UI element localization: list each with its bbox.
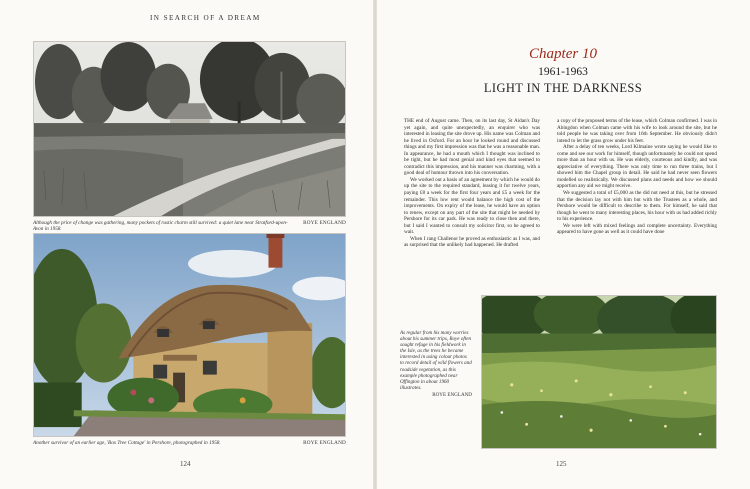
body-column-left bbox=[404, 118, 540, 249]
gutter bbox=[373, 0, 377, 489]
paragraph: a copy of the proposed terms of the lease, which Colman confirmed. I was in Abingdon when Colman came with his wife to look around the site, but he told people he was taking over from 16th September. He obviously didn't intend to let the grass grow under his feet. bbox=[557, 118, 717, 144]
body-column-right bbox=[557, 118, 717, 236]
caption-credit: ROYE ENGLAND bbox=[432, 391, 472, 398]
caption-text: Another survivor of an earlier age, 'Box Tree Cottage' in Pershore, photographed in 1958. bbox=[33, 440, 221, 446]
paragraph: We worked out a basis of an agreement by which he would do up the site to the required standard, leasing it for twelve years, paying £8 a week for the first four years and £5 a week for the remainder. This low rent would balance the high cost of the improvements. On expiry of the lease, he would have an option to renew, except on any part of the site that might be needed by Pershore for its car park. He was ready to close then and there, but I said I wanted to consult my solicitor first, so he agreed to wait. bbox=[404, 176, 540, 236]
chapter-label: Chapter 10 bbox=[529, 46, 597, 62]
chapter-years: 1961-1963 bbox=[538, 66, 588, 78]
photo-meadow bbox=[481, 295, 717, 449]
page-number-right: 125 bbox=[556, 460, 567, 468]
paragraph: We were left with mixed feelings and complete uncertainty. Everything appeared to have gone as well as it could have done bbox=[557, 222, 717, 236]
page-number-left: 124 bbox=[180, 460, 191, 468]
caption-text: As regular from his many worries about his summer trips, Roye often sought refuge in his fieldwork in the Isle, as the trees he became interested in using colour photos to record detail of wild flowers and roadside vegetation, as this example photographed near Offington in about 1960 illustrates. bbox=[400, 330, 472, 391]
caption-credit: ROYE ENGLAND bbox=[303, 440, 346, 446]
chapter-title: LIGHT IN THE DARKNESS bbox=[483, 81, 643, 95]
caption-top-photo bbox=[33, 220, 346, 232]
paragraph: THE end of August came. Then, on its last day, St Aidan's Day yet again, and quite unexpectedly, an enquirer who was interested in leasing the site drove up. His name was Colman and he lived in Oxford. For an hour he looked round and discussed things and my first impression was that he was a reasonable man. In appearance, he had a mouth which I thought was inclined to be tight, but he had most genial and kind eyes that seemed to contradict this impression, and his manner was charming, with a good deal of humour thrown into his conversation. bbox=[404, 118, 540, 177]
paragraph: We suggested a total of £5,000 as the did not need at this, but he stressed that the decision lay not with him but with the Trustees as a whole, and Pershore would be difficult to describe to them. For himself, he said that though he went to many interesting places, his hour with us had added richly to his experience. bbox=[557, 190, 717, 223]
paragraph: After a delay of ten weeks, Lord Kilmaine wrote saying he would like to come and see our work for himself, though unfortunately he could not spend more than an hour with us. He was elderly, courteous and kindly, and was appreciative of everything. There was only time to run three trains, but I showed him the Chapel group in detail. He said he had never seen flowers modelled so realistically. We discussed plans and needs and how we should apportion any aid we might receive. bbox=[557, 144, 717, 190]
paragraph: When I rang Challenor he proved as enthusiastic as I was, and as surprised that the unlikely had happened. He drafted bbox=[404, 235, 540, 249]
caption-bottom-photo bbox=[33, 440, 346, 446]
caption-credit: ROYE ENGLAND bbox=[303, 220, 346, 226]
photo-country-lane bbox=[33, 41, 346, 217]
photo-thatched-cottage bbox=[33, 233, 346, 437]
caption-side-photo bbox=[400, 330, 472, 398]
caption-text: Although the price of change was gathering, many pockets of rustic charm still survived: a quiet lane near Stratford-upon-Avon in 1958. bbox=[33, 220, 288, 233]
running-head: IN SEARCH OF A DREAM bbox=[150, 14, 261, 22]
